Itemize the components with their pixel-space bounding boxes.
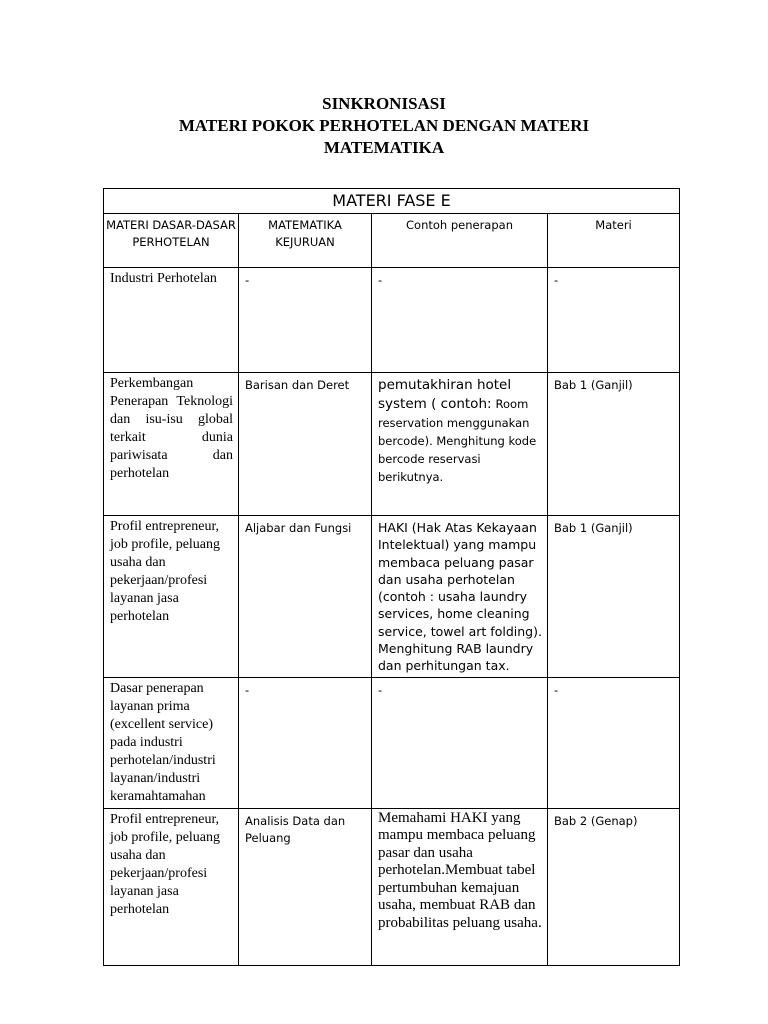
table-row [104,808,680,965]
cell-materi: - [548,268,680,373]
cell-materi-dasar: Dasar penerapan layanan prima (excellent service) pada industri perhotelan/industri layanan/industri keramahtamahan [104,677,239,808]
title-line-2: MATERI POKOK PERHOTELAN DENGAN MATERI [178,116,590,135]
header-materi-dasar: MATERI DASAR-DASAR PERHOTELAN [104,214,239,268]
contoh-part-1: pemutakhiran hotel system ( contoh: [378,377,512,412]
cell-contoh: Memahami HAKI yang mampu membaca peluang pasar dan usaha perhotelan.Membuat tabel pertumbuhan kemajuan usaha, membuat RAB dan probabilitas peluang usaha. [372,808,548,965]
cell-materi-dasar: Perkembangan Penerapan Teknologi dan isu-isu global terkait dunia pariwisata dan perhotelan [104,373,239,516]
cell-materi: Bab 2 (Genap) [548,808,680,965]
cell-materi-dasar: Industri Perhotelan [104,268,239,373]
cell-contoh: - [372,268,548,373]
contoh-part-2: Room reservation menggunakan bercode). Menghitung kode bercode reservasi berikutnya. [378,397,537,484]
cell-contoh: HAKI (Hak Atas Kekayaan Intelektual) yang mampu membaca peluang pasar dan usaha perhotelan (contoh : usaha laundry services, home cleaning service, towel art folding). Menghitung RAB laundry dan perhitungan tax. [372,516,548,678]
cell-contoh [372,373,548,516]
table-row [104,677,680,808]
table-row [104,516,680,678]
cell-matematika: - [239,268,372,373]
cell-matematika: Analisis Data dan Peluang [239,808,372,965]
table-row [104,373,680,516]
cell-materi: Bab 1 (Ganjil) [548,516,680,678]
document-title [0,93,768,159]
title-line-1: SINKRONISASI [322,94,446,113]
cell-matematika: Aljabar dan Fungsi [239,516,372,678]
cell-matematika: Barisan dan Deret [239,373,372,516]
cell-materi-dasar: Profil entrepreneur, job profile, peluang usaha dan pekerjaan/profesi layanan jasa perhotelan [104,808,239,965]
cell-materi: - [548,677,680,808]
fase-header: MATERI FASE E [104,189,680,214]
header-matematika-kejuruan: MATEMATIKA KEJURUAN [239,214,372,268]
title-line-3: MATEMATIKA [323,138,445,157]
table-row [104,268,680,373]
cell-matematika: - [239,677,372,808]
cell-materi-dasar: Profil entrepreneur, job profile, peluang usaha dan pekerjaan/profesi layanan jasa perhotelan [104,516,239,678]
cell-materi: Bab 1 (Ganjil) [548,373,680,516]
header-contoh-penerapan: Contoh penerapan [372,214,548,268]
sync-table [103,188,680,966]
cell-contoh: - [372,677,548,808]
header-materi: Materi [548,214,680,268]
